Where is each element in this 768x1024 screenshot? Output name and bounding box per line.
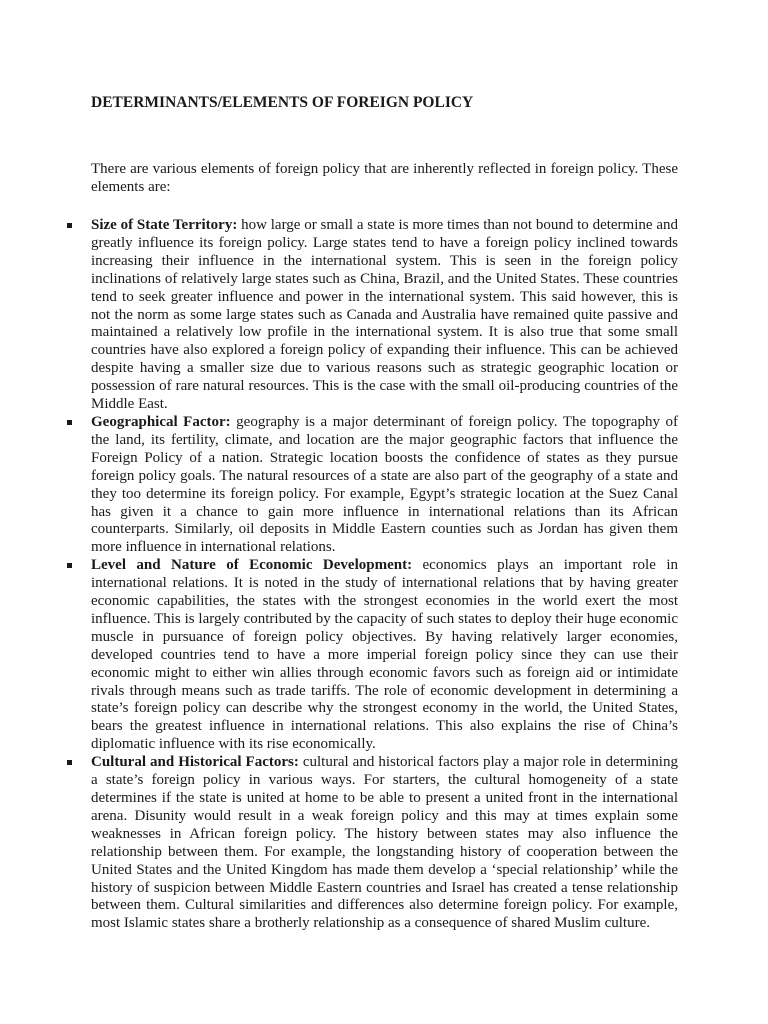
list-item-size-of-territory xyxy=(91,217,678,414)
list-item-geographical-factor xyxy=(91,414,678,557)
list-item-cultural-historical xyxy=(91,754,678,933)
item-text: how large or small a state is more times than not bound to determine and greatly influence its foreign policy. Large states tend to have a foreign policy inclined towards increasing their influence in the international system. This is seen in the foreign policy inclinations of relatively large states such as China, Brazil, and the United States. These countries tend to seek greater influence and power in the international system. This said however, this is not the norm as some large states such as Canada and Australia have remained quite passive and maintained a relatively low profile in the international system. It is also true that some small countries have also explored a foreign policy of expanding their influence. This can be achieved despite having a smaller size due to various reasons such as strategic geographic location or possession of rare natural resources. This is the case with the small oil-producing countries of the Middle East. xyxy=(91,217,678,413)
item-text: cultural and historical factors play a major role in determining a state’s foreign policy in various ways. For starters, the cultural homogeneity of a state determines if the state is united at home to be able to present a united front in the international arena. Disunity would result in a weak foreign policy and this may at times explain some weaknesses in African foreign policy. The history between states may also influence the relationship between them. For example, the longstanding history of cooperation between the United States and the United Kingdom has made them develop a ‘special relationship’ while the history of suspicion between Middle Eastern countries and Israel has created a tense relationship between them. Cultural similarities and differences also determine foreign policy. For example, most Islamic states share a brotherly relationship as a consequence of shared Muslim culture. xyxy=(91,754,678,932)
determinants-list xyxy=(91,217,678,933)
item-term: Size of State Territory: xyxy=(91,217,238,233)
item-term: Cultural and Historical Factors: xyxy=(91,754,299,771)
item-term: Level and Nature of Economic Development: xyxy=(91,557,413,574)
item-text: geography is a major determinant of foreign policy. The topography of the land, its fertility, climate, and location are the major geographic factors that influence the Foreign Policy of a nation. Strategic location boosts the confidence of states as they pursue foreign policy goals. The natural resources of a state are also part of the geography of a state and they too determine its foreign policy. For example, Egypt’s strategic location at the Suez Canal has given it a chance to gain more influence in international relations than its African counterparts. Similarly, oil deposits in Middle Eastern counties such as Jordan has given them more influence in international relations. xyxy=(91,413,678,556)
intro-paragraph: There are various elements of foreign policy that are inherently reflected in foreign policy. These elements are: xyxy=(91,161,678,195)
page-title: DETERMINANTS/ELEMENTS OF FOREIGN POLICY xyxy=(91,94,474,111)
item-text: economics plays an important role in international relations. It is noted in the study of international relations that by having greater economic capabilities, the states with the strongest economies in the world exert the most influence. This is largely contributed by the capacity of such states to deploy their huge economic muscle in pursuance of foreign policy objectives. By having relatively larger economies, developed countries tend to have a more imperial foreign policy since they can use their economic might to either win allies through economic favors such as foreign aid or intimidate rivals through means such as trade tariffs. The role of economic development in determining a state’s foreign policy can describe why the strongest economy in the world, the United States, bears the greatest influence in international relations. This also explains the rise of China’s diplomatic influence with its rise economically. xyxy=(91,557,678,753)
square-bullet-icon xyxy=(67,760,72,765)
item-term: Geographical Factor: xyxy=(91,413,231,430)
square-bullet-icon xyxy=(67,563,72,568)
square-bullet-icon xyxy=(67,420,72,425)
list-item-economic-development xyxy=(91,557,678,754)
square-bullet-icon xyxy=(67,223,72,228)
